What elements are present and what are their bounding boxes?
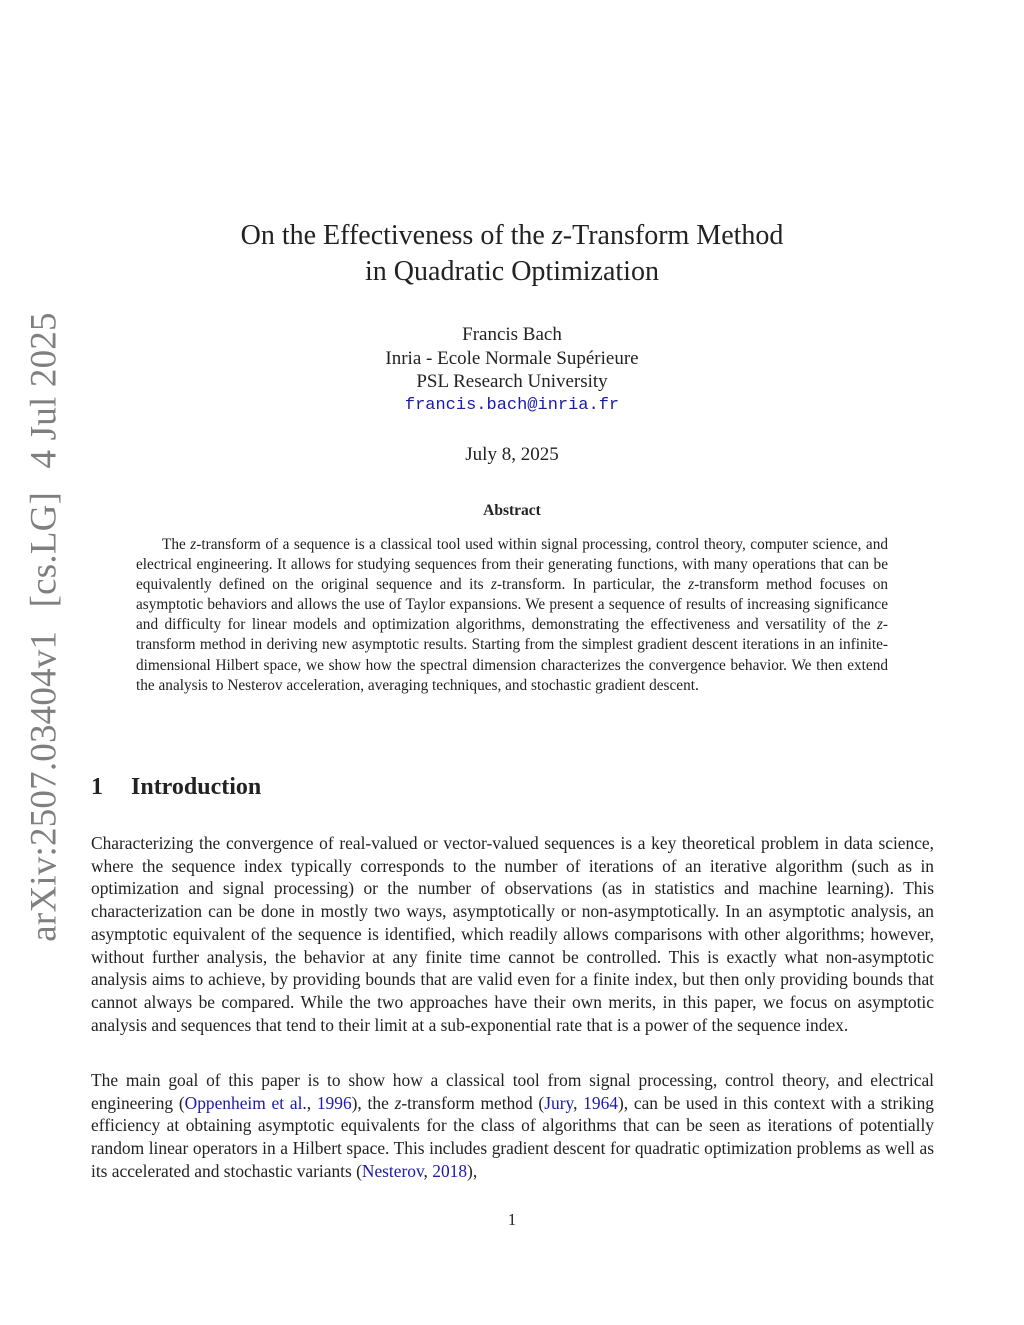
citation-link-nesterov[interactable]: Nesterov, 2018 [361, 1160, 468, 1181]
title-line-2: in Quadratic Optimization [365, 256, 659, 287]
section-heading-introduction [91, 774, 261, 801]
paper-date: July 8, 2025 [465, 444, 559, 465]
author-name: Francis Bach [462, 324, 562, 345]
intro-paragraph-1: Characterizing the convergence of real-valued or vector-valued sequences is a key theoretical problem in data science, where the sequence index typically corresponds to the number of iterations of an iterative algorithm (such as in optimization and signal processing) or the number of observations (as in statistics and machine learning). This characterization can be done in mostly two ways, asymptotically or non-asymptotically. In an asymptotic analysis, an asymptotic equivalent of the sequence is identified, which readily allows comparisons with other algorithms; however, without further analysis, the behavior at any finite time cannot be controlled. This is exactly what non-asymptotic analysis aims to achieve, by providing bounds that are valid even for a finite index, but then only providing bounds that cannot always be compared. While the two approaches have their own merits, in this paper, we focus on asymptotic analysis and sequences that tend to their limit at a sub-exponential rate that is a power of the sequence index. [91, 833, 934, 1035]
citation-link-jury[interactable]: Jury, 1964 [544, 1092, 618, 1113]
author-affiliation-1: Inria - Ecole Normale Supérieure [385, 347, 639, 369]
author-affiliation-2: PSL Research University [416, 371, 608, 392]
intro-paragraph-2: The main goal of this paper is to show how a classical tool from signal processing, control theory, and electrical engineering (Oppenheim et al., 1996), the z-transform method (Jury, 1964), can be used in this context with a striking efficiency at obtaining asymptotic equivalents for the class of algorithms that can be seen as iterations of potentially random linear operators in a Hilbert space. This includes gradient descent for quadratic optimization problems as well as its accelerated and stochastic variants (Nesterov, 2018), [91, 1070, 934, 1181]
section-number: 1 [91, 774, 103, 800]
abstract-heading: Abstract [483, 502, 541, 519]
title-line-1: On the Effectiveness of the z-Transform Method [240, 220, 784, 251]
arxiv-id[interactable]: arXiv:2507.03404v1 [23, 630, 65, 942]
citation-link-oppenheim[interactable]: Oppenheim et al., 1996 [184, 1092, 352, 1113]
page-number: 1 [507, 1210, 517, 1229]
arxiv-stamp [23, 298, 66, 941]
author-email-link[interactable]: francis.bach@inria.fr [404, 395, 620, 415]
section-title: Introduction [131, 774, 262, 800]
abstract-body: The z-transform of a sequence is a classical tool used within signal processing, control theory, computer science, and electrical engineering. It allows for studying sequences from their generating functions, with many operations that can be equivalently defined on the original sequence and its z-transform. In particular, the z-transform method focuses on asymptotic behaviors and allows the use of Taylor expansions. We present a sequence of results of increasing significance and difficulty for linear models and optimization algorithms, demonstrating the effectiveness and versatility of the z-transform method in deriving new asymptotic results. Starting from the simplest gradient descent iterations in an infinite-dimensional Hilbert space, we show how the spectral dimension characterizes the convergence behavior. We then extend the analysis to Nesterov acceleration, averaging techniques, and stochastic gradient descent. [136, 536, 889, 694]
paper-title [160, 218, 864, 290]
arxiv-date: 4 Jul 2025 [23, 312, 65, 469]
author-block [260, 323, 764, 417]
arxiv-category: [cs.LG] [23, 491, 65, 608]
